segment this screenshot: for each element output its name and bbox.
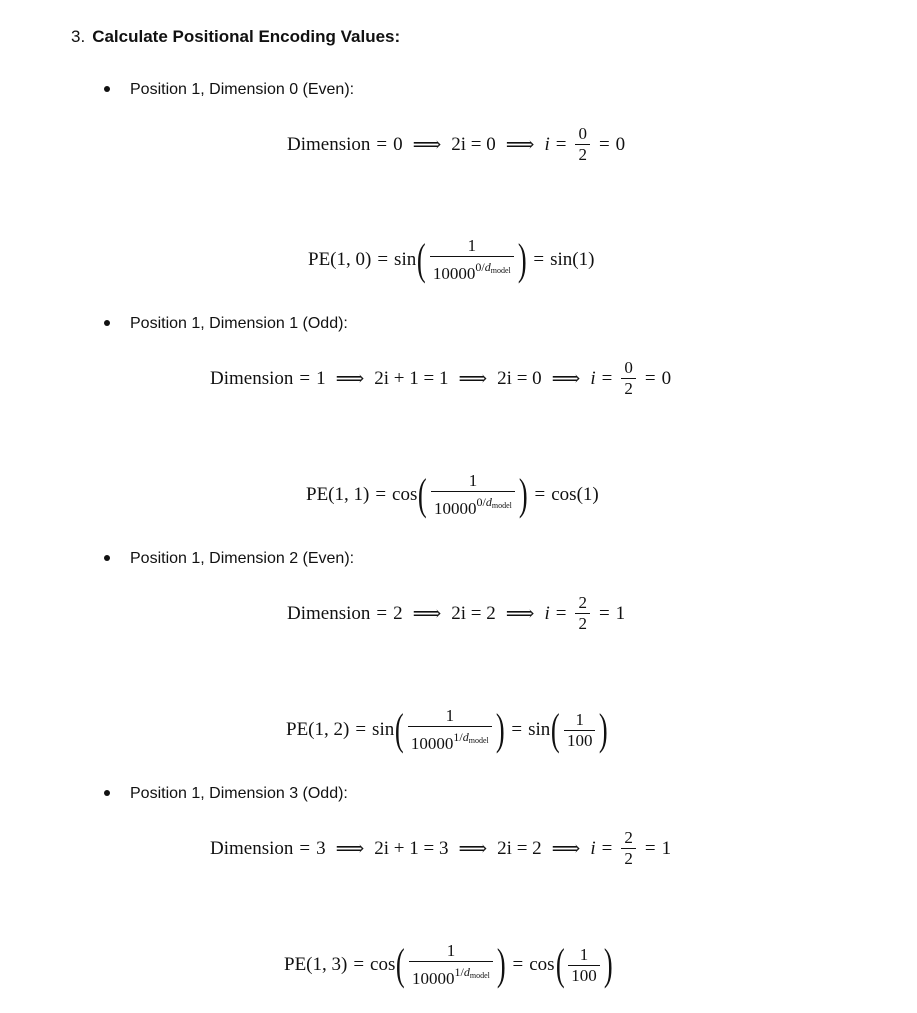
exponent — [453, 730, 488, 744]
frac-den: 100 — [564, 730, 596, 751]
eq-result: 1 — [661, 837, 672, 859]
fraction — [568, 945, 600, 986]
fraction — [431, 471, 515, 519]
bullet-item-3 — [104, 785, 348, 803]
paren-close: ) — [518, 470, 528, 519]
bullet-item-1 — [104, 315, 348, 333]
eq-step: 2i = 2 — [451, 602, 496, 624]
frac-den — [408, 726, 492, 754]
exp-num: 1/ — [453, 730, 463, 744]
paren-open: ( — [417, 235, 426, 284]
bullet-item-0 — [104, 81, 354, 99]
bullet-label: Position 1, Dimension 3 (Odd): — [130, 785, 348, 802]
equation-pe-1 — [306, 471, 599, 519]
exponent — [475, 260, 510, 274]
frac-den — [430, 256, 514, 284]
eq-step: 2i + 1 = 3 — [374, 837, 449, 859]
implies-symbol: ⟹ — [335, 838, 365, 860]
pe-lhs: PE(1, 3) — [284, 954, 348, 975]
eq-result: 1 — [615, 602, 626, 624]
eq-step: 2i = 0 — [451, 133, 496, 155]
eq-sign: = — [555, 602, 567, 624]
equation-dimension-2 — [287, 593, 625, 634]
fraction — [621, 358, 636, 399]
frac-num: 1 — [575, 709, 584, 729]
eq-step: 2i = 2 — [497, 837, 542, 859]
eq-step: 2i + 1 = 1 — [374, 367, 449, 389]
eq-sign: = — [375, 484, 387, 505]
var-i: i — [590, 837, 596, 859]
frac-den — [409, 961, 493, 989]
implies-symbol: ⟹ — [505, 603, 535, 625]
eq-sign: = — [598, 133, 610, 155]
eq-sign: = — [644, 837, 656, 859]
paren-close: ) — [517, 235, 527, 284]
eq-dim: 1 — [316, 367, 326, 389]
implies-symbol: ⟹ — [458, 368, 488, 390]
implies-symbol: ⟹ — [412, 134, 442, 156]
bullet-dot — [104, 555, 110, 561]
section-number: 3. — [71, 27, 86, 46]
implies-symbol: ⟹ — [412, 603, 442, 625]
base: 10000 — [434, 499, 477, 518]
d-sub: model — [490, 266, 511, 275]
eq-lhs: Dimension — [210, 837, 294, 859]
eq-sign: = — [376, 602, 388, 624]
eq-sign: = — [511, 719, 523, 740]
eq-result: 0 — [661, 367, 672, 389]
equation-pe-0 — [308, 236, 594, 284]
exponent — [477, 495, 512, 509]
d-model: d — [484, 260, 491, 274]
exp-num: 0/ — [476, 495, 486, 509]
implies-symbol: ⟹ — [551, 368, 581, 390]
pe-rhs: cos(1) — [551, 484, 599, 505]
paren-close: ) — [496, 940, 506, 989]
d-model: d — [462, 730, 469, 744]
pe-lhs: PE(1, 0) — [308, 249, 372, 270]
d-sub: model — [491, 501, 512, 510]
rhs-trig-fn: cos — [529, 954, 555, 975]
implies-symbol: ⟹ — [505, 134, 535, 156]
frac-den — [431, 491, 515, 519]
frac-num: 1 — [579, 944, 589, 964]
fraction — [621, 828, 636, 869]
eq-sign: = — [644, 367, 656, 389]
fraction — [575, 124, 590, 165]
trig-fn: sin — [372, 719, 395, 740]
paren-open: ( — [551, 705, 561, 754]
equation-dimension-0 — [287, 124, 625, 165]
exp-num: 1/ — [454, 965, 464, 979]
bullet-dot — [104, 86, 110, 92]
base: 10000 — [412, 969, 455, 988]
d-sub: model — [468, 736, 489, 745]
eq-sign: = — [299, 837, 311, 859]
paren-close: ) — [603, 940, 613, 989]
eq-sign: = — [601, 367, 613, 389]
frac-num: 2 — [624, 828, 633, 847]
base: 10000 — [410, 734, 454, 753]
pe-lhs: PE(1, 2) — [286, 719, 350, 740]
paren-open: ( — [555, 940, 565, 989]
eq-sign: = — [376, 133, 388, 155]
bullet-item-2 — [104, 550, 354, 568]
section-title: Calculate Positional Encoding Values: — [92, 27, 401, 46]
d-model: d — [485, 495, 492, 509]
frac-num: 0 — [578, 124, 587, 143]
eq-sign: = — [601, 837, 613, 859]
equation-dimension-1 — [210, 358, 671, 399]
bullet-label: Position 1, Dimension 2 (Even): — [130, 550, 355, 567]
section-heading — [71, 27, 400, 47]
d-model: d — [463, 965, 470, 979]
eq-lhs: Dimension — [287, 602, 371, 624]
eq-sign: = — [377, 249, 389, 270]
rhs-trig-fn: sin — [528, 719, 551, 740]
var-i: i — [544, 602, 550, 624]
frac-num: 1 — [446, 941, 456, 960]
eq-lhs: Dimension — [210, 367, 294, 389]
bullet-dot — [104, 790, 110, 796]
fraction — [575, 593, 590, 634]
fraction — [409, 941, 493, 989]
frac-num: 1 — [445, 706, 455, 725]
bullet-label: Position 1, Dimension 0 (Even): — [130, 81, 355, 98]
eq-dim: 3 — [316, 837, 326, 859]
eq-result: 0 — [615, 133, 626, 155]
paren-open: ( — [418, 470, 428, 519]
implies-symbol: ⟹ — [335, 368, 365, 390]
eq-dim: 2 — [393, 602, 403, 624]
paren-open: ( — [396, 940, 406, 989]
bullet-label: Position 1, Dimension 1 (Odd): — [130, 315, 348, 332]
frac-den: 2 — [575, 613, 590, 634]
eq-sign: = — [512, 954, 524, 975]
frac-den: 100 — [568, 965, 600, 986]
eq-sign: = — [533, 249, 545, 270]
frac-num: 1 — [467, 236, 477, 255]
paren-close: ) — [495, 705, 505, 754]
equation-pe-2 — [286, 706, 609, 754]
implies-symbol: ⟹ — [458, 838, 488, 860]
trig-fn: cos — [392, 484, 418, 505]
trig-fn: cos — [370, 954, 396, 975]
frac-den: 2 — [621, 848, 636, 869]
frac-num: 1 — [468, 471, 478, 490]
trig-fn: sin — [394, 249, 417, 270]
eq-dim: 0 — [393, 133, 403, 155]
fraction — [564, 710, 596, 751]
pe-lhs: PE(1, 1) — [306, 484, 370, 505]
d-sub: model — [469, 971, 490, 980]
base: 10000 — [432, 264, 476, 283]
fraction — [430, 236, 514, 284]
paren-open: ( — [395, 705, 404, 754]
fraction — [408, 706, 492, 754]
equation-dimension-3 — [210, 828, 671, 869]
equation-pe-3 — [284, 941, 613, 989]
pe-rhs: sin(1) — [550, 249, 595, 270]
paren-close: ) — [599, 705, 609, 754]
exp-num: 0/ — [475, 260, 485, 274]
eq-step: 2i = 0 — [497, 367, 542, 389]
frac-den: 2 — [621, 378, 636, 399]
exponent — [455, 965, 490, 979]
frac-num: 2 — [578, 593, 587, 612]
eq-sign: = — [598, 602, 610, 624]
eq-lhs: Dimension — [287, 133, 371, 155]
eq-sign: = — [534, 484, 546, 505]
eq-sign: = — [555, 133, 567, 155]
frac-den: 2 — [575, 144, 590, 165]
eq-sign: = — [353, 954, 365, 975]
var-i: i — [544, 133, 550, 155]
implies-symbol: ⟹ — [551, 838, 581, 860]
eq-sign: = — [299, 367, 311, 389]
var-i: i — [590, 367, 596, 389]
eq-sign: = — [355, 719, 367, 740]
bullet-dot — [104, 320, 110, 326]
frac-num: 0 — [624, 358, 633, 377]
